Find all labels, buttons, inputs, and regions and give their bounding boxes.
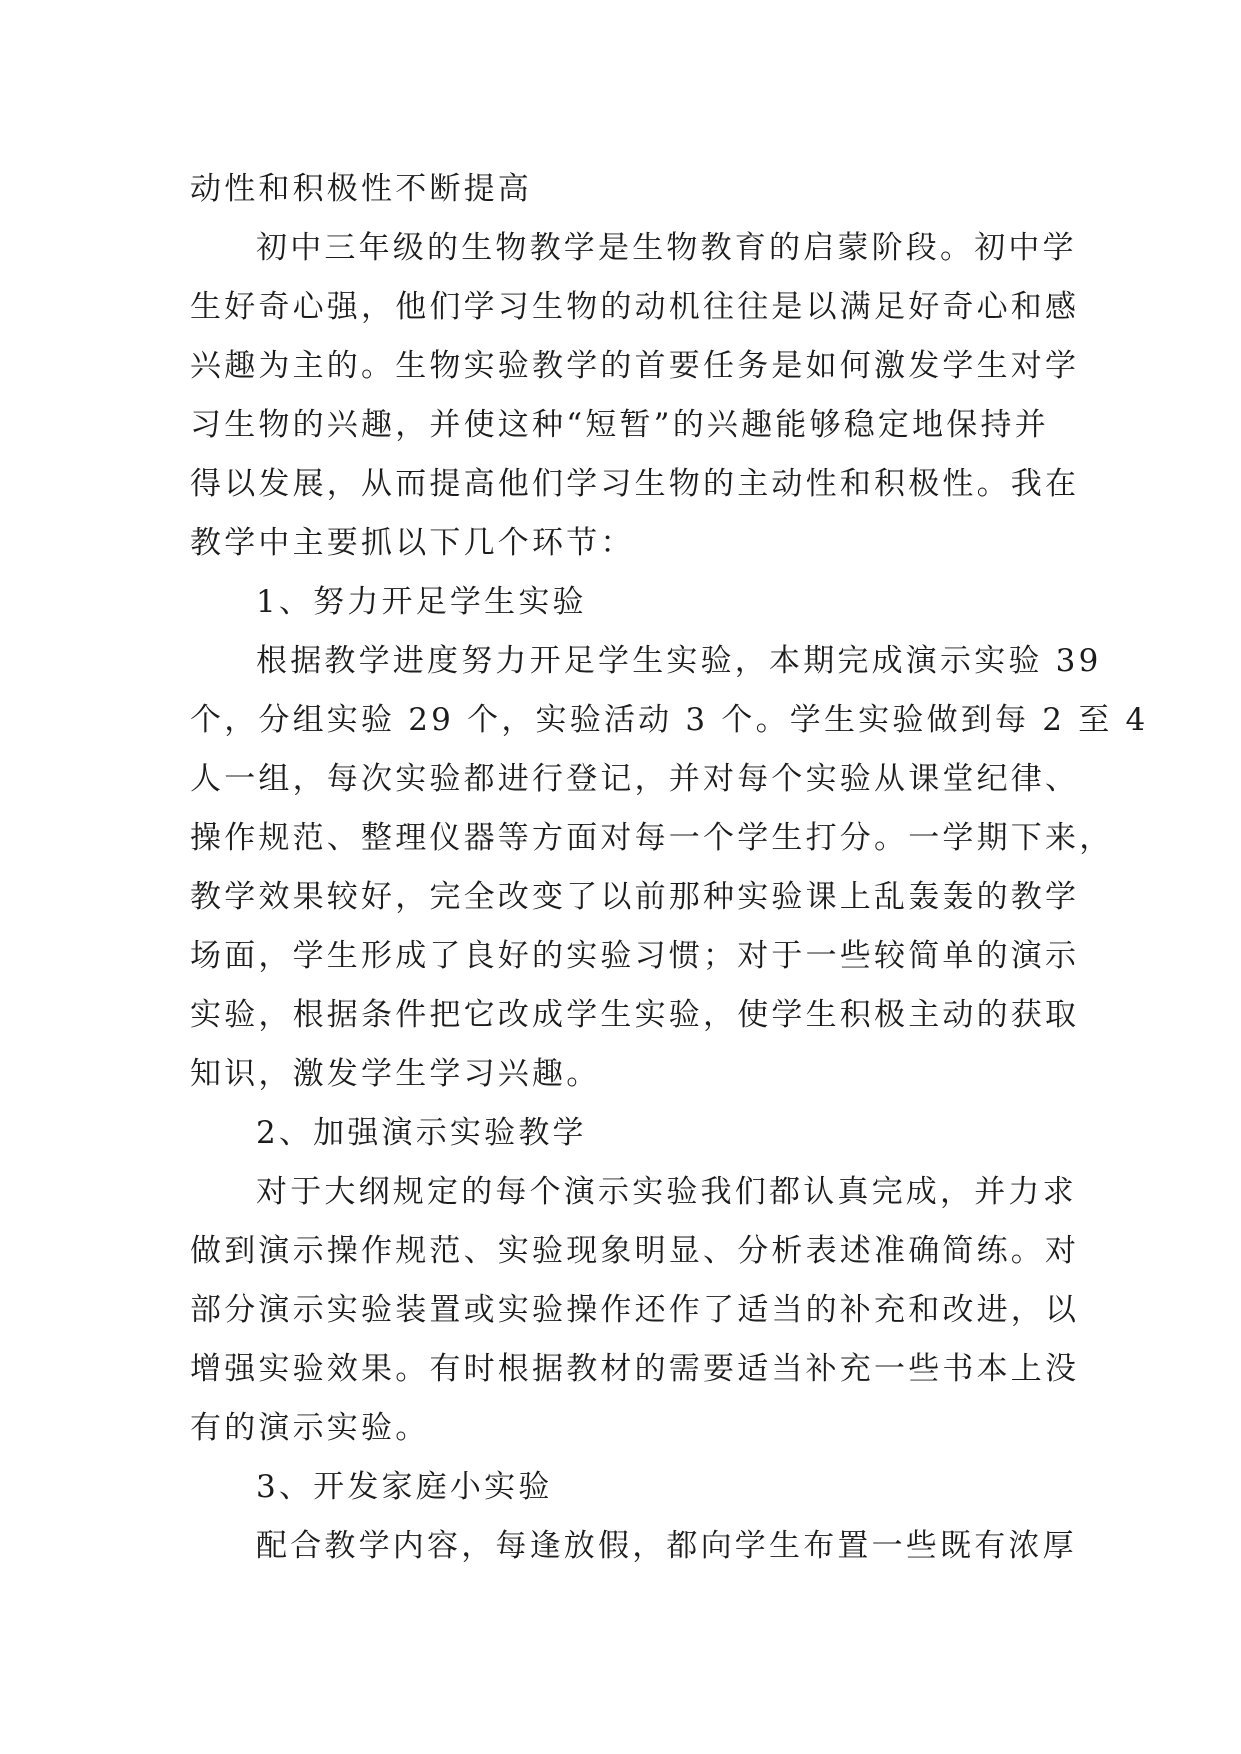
paragraph-first-line: 配合教学内容，每逢放假，都向学生布置一些既有浓厚 [256,1528,1077,1564]
text-line: 教学效果较好，完全改变了以前那种实验课上乱轰轰的教学 [190,879,1080,915]
text-line: 兴趣为主的。生物实验教学的首要任务是如何激发学生对学 [190,348,1080,384]
text-line: 场面，学生形成了良好的实验习惯；对于一些较简单的演示 [190,938,1080,974]
text-line: 习生物的兴趣，并使这种“短暂”的兴趣能够稳定地保持并 [190,407,1049,443]
text-line: 实验，根据条件把它改成学生实验，使学生积极主动的获取 [190,997,1080,1033]
section-heading: 2、加强演示实验教学 [256,1115,587,1151]
text-line: 部分演示实验装置或实验操作还作了适当的补充和改进，以 [190,1292,1080,1328]
paragraph-first-line: 初中三年级的生物教学是生物教育的启蒙阶段。初中学 [256,230,1077,266]
section-heading: 3、开发家庭小实验 [256,1469,553,1505]
text-line: 增强实验效果。有时根据教材的需要适当补充一些书本上没 [190,1351,1080,1387]
body-text [190,160,1149,1576]
section-heading: 1、努力开足学生实验 [256,584,587,620]
paragraph-first-line: 对于大纲规定的每个演示实验我们都认真完成，并力求 [256,1174,1077,1210]
text-line: 生好奇心强，他们学习生物的动机往往是以满足好奇心和感 [190,289,1080,325]
text-line: 做到演示操作规范、实验现象明显、分析表述准确简练。对 [190,1233,1080,1269]
text-line: 操作规范、整理仪器等方面对每一个学生打分。一学期下来， [190,820,1114,856]
text-line: 有的演示实验。 [190,1410,430,1446]
text-line: 动性和积极性不断提高 [190,171,532,207]
text-line: 教学中主要抓以下几个环节： [190,525,635,561]
paragraph-first-line: 根据教学进度努力开足学生实验，本期完成演示实验 39 [256,643,1102,679]
text-line: 人一组，每次实验都进行登记，并对每个实验从课堂纪律、 [190,761,1080,797]
text-line: 得以发展，从而提高他们学习生物的主动性和积极性。我在 [190,466,1080,502]
text-line: 个，分组实验 29 个，实验活动 3 个。学生实验做到每 2 至 4 [190,702,1149,738]
text-line: 知识，激发学生学习兴趣。 [190,1056,601,1092]
